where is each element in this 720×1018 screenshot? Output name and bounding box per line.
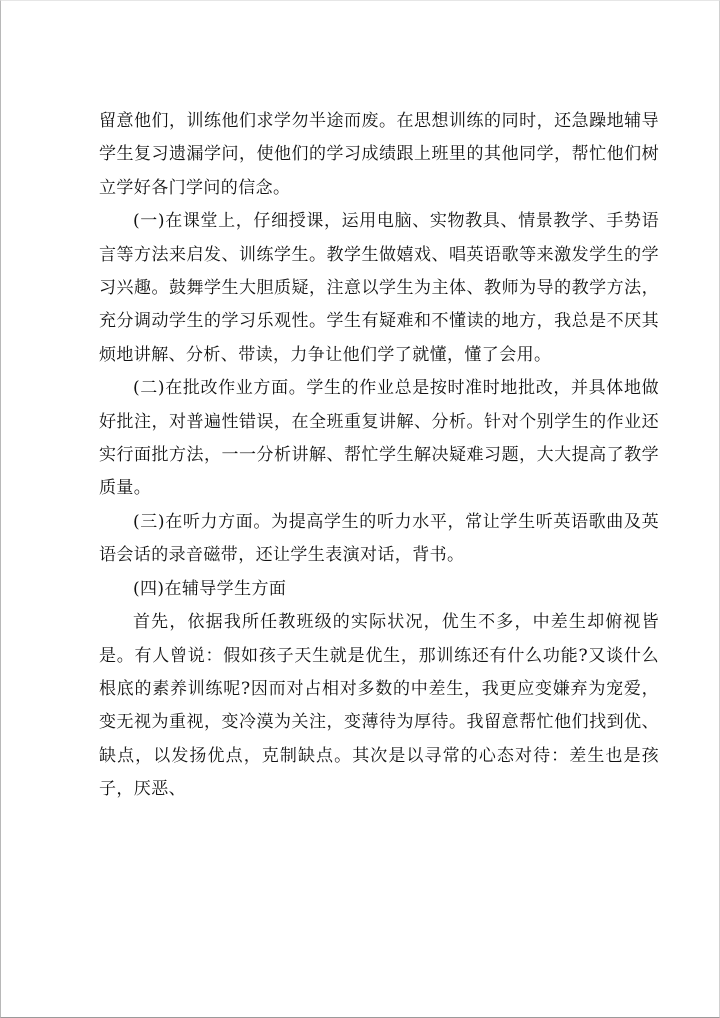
document-body (99, 105, 659, 807)
paragraph: 留意他们，训练他们求学勿半途而废。在思想训练的同时，还急躁地辅导学生复习遗漏学问，使他们的学习成绩跟上班里的其他同学，帮忙他们树立学好各门学问的信念。 (99, 111, 659, 198)
paragraph: 首先，依据我所任教班级的实际状况，优生不多，中差生却俯视皆是。有人曾说：假如孩子天生就是优生，那训练还有什么功能?又谈什么根底的素养训练呢?因而对占相对多数的中差生，我更应变嫌弃为宠爱，变无视为重视，变冷漠为关注，变薄待为厚待。我留意帮忙他们找到优、缺点，以发扬优点，克制缺点。其次是以寻常的心态对待：差生也是孩子，厌恶、 (99, 612, 659, 800)
paragraph: (一)在课堂上，仔细授课，运用电脑、实物教具、情景教学、手势语言等方法来启发、训练学生。教学生做嬉戏、唱英语歌等来激发学生的学习兴趣。鼓舞学生大胆质疑，注意以学生为主体、教师为导的教学方法，充分调动学生的学习乐观性。学生有疑难和不懂读的地方，我总是不厌其烦地讲解、分析、带读，力争让他们学了就懂，懂了会用。 (99, 211, 659, 365)
paragraph: (四)在辅导学生方面 (133, 578, 287, 599)
paragraph: (二)在批改作业方面。学生的作业总是按时准时地批改，并具体地做好批注，对普遍性错误，在全班重复讲解、分析。针对个别学生的作业还实行面批方法，一一分析讲解、帮忙学生解决疑难习题，大大提高了教学质量。 (99, 378, 659, 499)
paragraph: (三)在听力方面。为提高学生的听力水平，常让学生听英语歌曲及英语会话的录音磁带，还让学生表演对话，背书。 (99, 511, 659, 566)
